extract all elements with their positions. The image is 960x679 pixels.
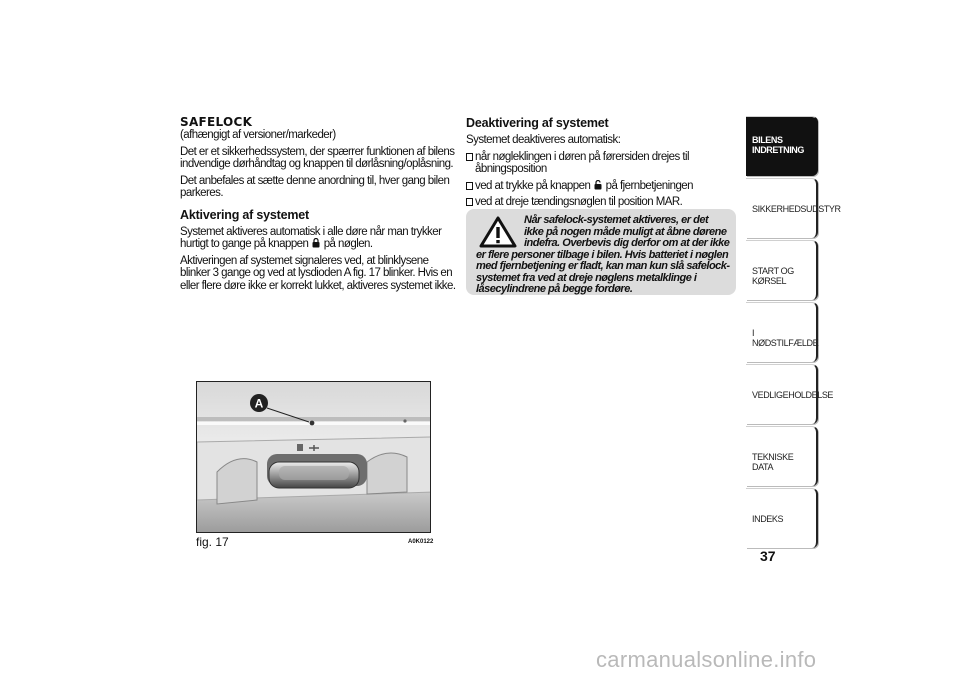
- activation-text-b: på nøglen.: [323, 238, 373, 250]
- recommendation-paragraph: Det anbefales at sætte denne anordning til, hver gang bilen parkeres.: [180, 174, 450, 199]
- checkbox-bullet-icon: [466, 182, 473, 190]
- list-item: [466, 196, 740, 209]
- deactivation-list: [466, 151, 740, 209]
- tab-start-og-korsel[interactable]: [746, 240, 818, 300]
- activation-heading: Aktivering af systemet: [180, 207, 309, 222]
- tab-label: START OG KØRSEL: [752, 266, 794, 286]
- tab-bilens-indretning[interactable]: [746, 116, 818, 176]
- checkbox-bullet-icon: [466, 198, 473, 206]
- tab-label: BILENS INDRETNING: [752, 135, 804, 155]
- tab-i-nodstilfaelde[interactable]: [746, 302, 818, 362]
- list-item: [466, 151, 740, 176]
- tab-label: INDEKS: [752, 514, 784, 524]
- warning-content: [476, 215, 730, 296]
- activation-text-a: Systemet aktiveres automatisk i alle døre når man trykker hurtigt to gange på knappen: [180, 225, 442, 250]
- list-item-text: ved at trykke på knappen: [475, 179, 591, 192]
- tab-vedligeholdelse[interactable]: [746, 364, 834, 424]
- section-subtitle: (afhængigt af versioner/markeder): [180, 129, 336, 141]
- door-handle-figure: [196, 381, 431, 533]
- callout-label: A: [254, 396, 264, 411]
- tab-sikkerhedsudstyr[interactable]: [746, 178, 841, 238]
- activation-signal-paragraph: Aktiveringen af systemet signaleres ved, at blinklysene blinker 3 gange og ved at lysdioden A fig. 17 blinker. Hvis en eller flere døre ikke er korrekt lukket, aktiveres systemet ikke.: [180, 254, 456, 292]
- section-title: SAFELOCK: [180, 115, 253, 129]
- tab-indeks[interactable]: [746, 488, 818, 548]
- warning-text: Når safelock-systemet aktiveres, er det ikke på nogen måde muligt at åbne dørene indefra. Overbevis dig derfor om at der ikke er flere personer tilbage i bilen. Hvis batteriet i nøglen med fjernbetjening er fladt, kan man kun slå safelock-systemet fra ved at dreje nøglens metalklinge i låsecylindrene på begge fordøre.: [476, 214, 730, 295]
- figure-code: A0K0122: [408, 539, 434, 545]
- page-number: 37: [760, 548, 776, 564]
- warning-triangle-icon: [478, 215, 518, 249]
- intro-paragraph: Det er et sikkerhedssystem, der spærrer funktionen af bilens indvendige dørhåndtag og knappen til dørlåsning/oplåsning.: [180, 145, 455, 170]
- tab-label: VEDLIGEHOLDELSE: [752, 390, 834, 400]
- deactivation-intro: Systemet deaktiveres automatisk:: [466, 134, 621, 146]
- warning-box: [466, 209, 736, 295]
- lock-icon: [312, 238, 320, 248]
- tab-label: SIKKERHEDSUDSTYR: [752, 204, 841, 214]
- activation-paragraph: [180, 226, 456, 251]
- left-column: [180, 116, 456, 296]
- door-handle-illustration: [197, 382, 431, 533]
- tab-tekniske-data[interactable]: [746, 426, 818, 486]
- list-item: [466, 180, 740, 193]
- right-column: [466, 116, 740, 213]
- deactivation-heading: Deaktivering af systemet: [466, 116, 609, 130]
- checkbox-bullet-icon: [466, 153, 473, 161]
- list-item-text: ved at dreje tændingsnøglen til position MAR.: [475, 196, 683, 208]
- tab-label: TEKNISKE DATA: [752, 452, 794, 472]
- figure-caption: fig. 17: [196, 535, 229, 549]
- tab-label: I NØDSTILFÆLDE: [752, 328, 819, 348]
- unlock-icon: [594, 180, 602, 190]
- list-item-text: på fjernbetjeningen: [605, 179, 694, 192]
- watermark: carmanualsonline.info: [596, 647, 817, 672]
- list-item-text: når nøgleklingen i døren på førersiden drejes til åbningsposition: [475, 150, 690, 175]
